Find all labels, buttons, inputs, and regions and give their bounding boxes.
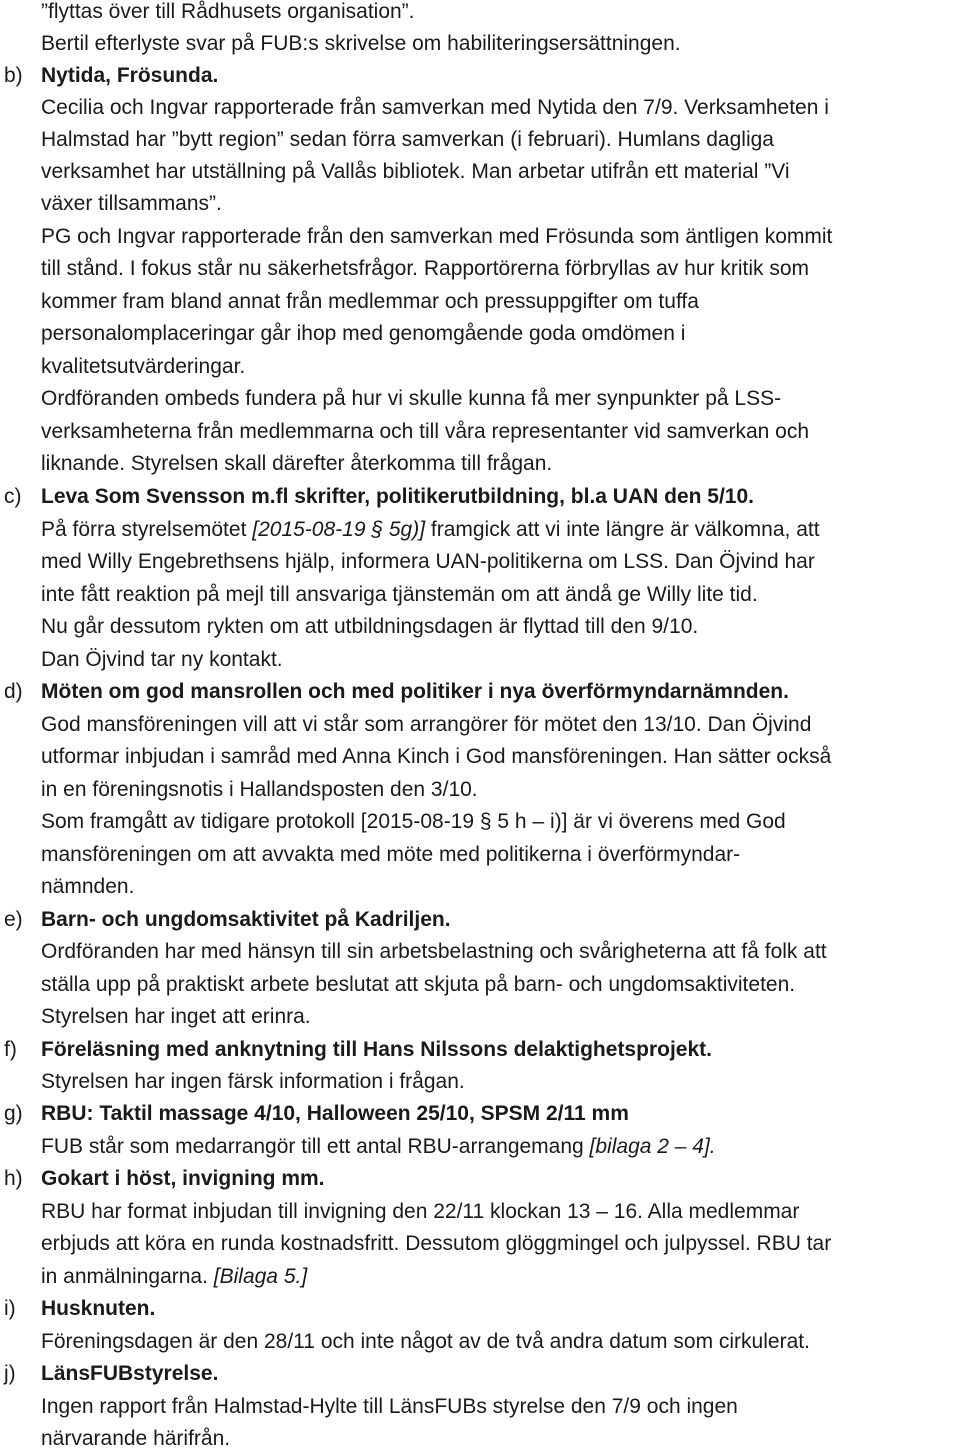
item-heading: Nytida, Frösunda. bbox=[41, 64, 219, 87]
text-line: RBU har format inbjudan till invigning den 22/11 klockan 13 – 16. Alla medlemmar bbox=[41, 1200, 800, 1223]
text-line: kommer fram bland annat från medlemmar och pressuppgifter om tuffa bbox=[41, 290, 699, 313]
text-line: inte fått reaktion på mejl till ansvariga tjänstemän om att ändå ge Willy lite tid. bbox=[41, 583, 758, 606]
item-marker: c) bbox=[4, 485, 22, 508]
text-line: kvalitetsutvärderingar. bbox=[41, 355, 246, 378]
text-line: Dan Öjvind tar ny kontakt. bbox=[41, 648, 283, 671]
text-line: erbjuds att köra en runda kostnadsfritt. Dessutom glöggmingel och julpyssel. RBU tar bbox=[41, 1232, 832, 1255]
text-line: till stånd. I fokus står nu säkerhetsfrågor. Rapportörerna förbryllas av hur kritik som bbox=[41, 257, 809, 280]
text-segment: På förra styrelsemötet bbox=[41, 518, 253, 541]
text-line: närvarande härifrån. bbox=[41, 1427, 231, 1450]
text-line bbox=[41, 1261, 307, 1293]
text-line bbox=[41, 1131, 716, 1163]
text-line: Styrelsen har ingen färsk information i frågan. bbox=[41, 1070, 465, 1093]
text-line: Halmstad har ”bytt region” sedan förra samverkan (i februari). Humlans dagliga bbox=[41, 128, 774, 151]
reference: [bilaga 2 – 4]. bbox=[589, 1135, 716, 1158]
text-line: verksamheterna från medlemmarna och till våra representanter vid samverkan och bbox=[41, 420, 810, 443]
text-line: Ingen rapport från Halmstad-Hylte till LänsFUBs styrelse den 7/9 och ingen bbox=[41, 1395, 738, 1418]
item-heading: Leva Som Svensson m.fl skrifter, politikerutbildning, bl.a UAN den 5/10. bbox=[41, 485, 754, 508]
item-marker: i) bbox=[4, 1297, 16, 1320]
item-heading: Husknuten. bbox=[41, 1297, 156, 1320]
text-line: nämnden. bbox=[41, 875, 135, 898]
text-line: PG och Ingvar rapporterade från den samverkan med Frösunda som äntligen kommit bbox=[41, 225, 833, 248]
item-heading: Barn- och ungdomsaktivitet på Kadriljen. bbox=[41, 908, 451, 931]
item-heading: Gokart i höst, invigning mm. bbox=[41, 1167, 325, 1190]
item-marker: f) bbox=[4, 1038, 17, 1061]
text-line: växer tillsammans”. bbox=[41, 192, 222, 215]
item-marker: h) bbox=[4, 1167, 23, 1190]
item-marker: b) bbox=[4, 64, 23, 87]
text-segment: FUB står som medarrangör till ett antal RBU-arrangemang bbox=[41, 1135, 590, 1158]
text-line: Cecilia och Ingvar rapporterade från samverkan med Nytida den 7/9. Verksamheten i bbox=[41, 96, 829, 119]
text-line: personalomplaceringar går ihop med genomgående goda omdömen i bbox=[41, 322, 686, 345]
text-line: ”flyttas över till Rådhusets organisation”. bbox=[41, 0, 415, 23]
text-line: Nu går dessutom rykten om att utbildningsdagen är flyttad till den 9/10. bbox=[41, 615, 699, 638]
text-segment: framgick att vi inte längre är välkomna, att bbox=[425, 518, 820, 541]
text-line: Föreningsdagen är den 28/11 och inte något av de två andra datum som cirkulerat. bbox=[41, 1330, 810, 1353]
text-line: verksamhet har utställning på Vallås bibliotek. Man arbetar utifrån ett material ”Vi bbox=[41, 160, 790, 183]
text-line: Styrelsen har inget att erinra. bbox=[41, 1005, 311, 1028]
item-marker: e) bbox=[4, 908, 23, 931]
item-heading: Möten om god mansrollen och med politiker i nya överförmyndarnämnden. bbox=[41, 680, 789, 703]
text-line: liknande. Styrelsen skall därefter återkomma till frågan. bbox=[41, 452, 553, 475]
text-line: utformar inbjudan i samråd med Anna Kinch i God mansföreningen. Han sätter också bbox=[41, 745, 832, 768]
reference: [2015-08-19 § 5g)] bbox=[252, 518, 426, 541]
text-line: ställa upp på praktiskt arbete beslutat att skjuta på barn- och ungdomsaktiviteten. bbox=[41, 973, 796, 996]
text-line: God mansföreningen vill att vi står som arrangörer för mötet den 13/10. Dan Öjvind bbox=[41, 713, 812, 736]
item-marker: j) bbox=[4, 1362, 16, 1385]
item-heading: Föreläsning med anknytning till Hans Nilssons delaktighetsprojekt. bbox=[41, 1038, 712, 1061]
item-heading: RBU: Taktil massage 4/10, Halloween 25/10, SPSM 2/11 mm bbox=[41, 1102, 629, 1125]
text-line: Bertil efterlyste svar på FUB:s skrivelse om habiliteringsersättningen. bbox=[41, 32, 681, 55]
reference: [Bilaga 5.] bbox=[213, 1265, 308, 1288]
text-line: Ordföranden har med hänsyn till sin arbetsbelastning och svårigheterna att få folk att bbox=[41, 940, 827, 963]
text-line: med Willy Engebrethsens hjälp, informera UAN-politikerna om LSS. Dan Öjvind har bbox=[41, 550, 815, 573]
text-line: in en föreningsnotis i Hallandsposten den 3/10. bbox=[41, 778, 478, 801]
text-line: Som framgått av tidigare protokoll [2015-08-19 § 5 h – i)] är vi överens med God bbox=[41, 810, 786, 833]
item-marker: d) bbox=[4, 680, 23, 703]
item-heading: LänsFUBstyrelse. bbox=[41, 1362, 219, 1385]
text-line bbox=[41, 514, 820, 546]
text-line: mansföreningen om att avvakta med möte med politikerna i överförmyndar- bbox=[41, 843, 741, 866]
text-segment: in anmälningarna. bbox=[41, 1265, 214, 1288]
text-line: Ordföranden ombeds fundera på hur vi skulle kunna få mer synpunkter på LSS- bbox=[41, 387, 782, 410]
item-marker: g) bbox=[4, 1102, 23, 1125]
